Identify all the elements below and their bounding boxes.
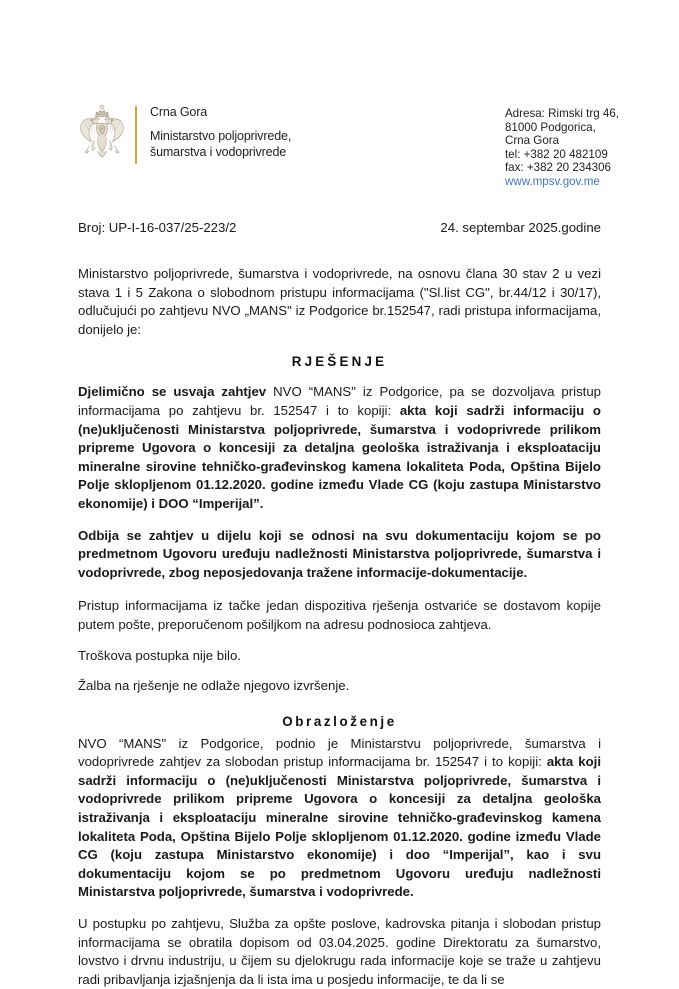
ministry-name (150, 129, 291, 160)
ministry-name-line-2: šumarstva i vodoprivrede (150, 144, 287, 159)
costs-paragraph: Troškova postupka nije bilo. (78, 647, 241, 663)
heading-resolution: RJEŠENJE (291, 354, 388, 370)
ministry-website-link[interactable]: www.mpsv.gov.me (504, 174, 600, 188)
decision-granted-tail: akta koji sadrži informaciju o (ne)uključenosti Ministarstva poljoprivrede, šumarstva i vodoprivrede prilikom pripreme Ugovora o koncesiji za detaljna geološka istraživanja i eksploataciju mineralne sirovine tehničko-građevinskog kamena lokaliteta Poda, Opština Bijelo Polje sklopljenom 01.12.2020. godine između Vlade CG (koju zastupa Ministarstvo ekonomije) i DOO “Imperijal”. (78, 402, 601, 511)
decision-granted-mid: NVO “MANS" iz Podgorice, pa se dozvoljava pristup informacijama po zahtjevu br. 152547 i to kopiji: (78, 384, 602, 418)
decision-granted-paragraph (78, 383, 601, 513)
ministry-branding (78, 104, 291, 166)
document-number: Broj: UP-I-16-037/25-223/2 (78, 220, 237, 235)
montenegro-coat-of-arms-emblem (78, 104, 126, 166)
decision-refused-paragraph: Odbija se zahtjev u dijelu koji se odnosi na svu dokumentaciju kojom se po predmetnom Ugovoru uređuju nadležnosti Ministarstva poljoprivrede, šumarstva i vodoprivrede, zbog neposjedovanja tražene informacije-dokumentacije. (78, 527, 601, 580)
reference-line (78, 220, 601, 236)
letterhead (78, 104, 619, 189)
address-line-fax: fax: +382 20 234306 (504, 161, 612, 175)
explanation-request-bold: akta koji sadrži informaciju o (ne)uključenosti Ministarstva poljoprivrede, šumarstva i vodoprivrede prilikom pripreme Ugovora o koncesiji za detaljna geološka istraživanja i eksploataciju mineralne sirovine tehničko-građevinskog kamena lokaliteta Poda, Opština Bijelo Polje sklopljenom 01.12.2020. godine između Vlade CG (koju zastupa Ministarstvo ekonomije) i doo “Imperijal”, kao i svu dokumentaciju kojom se po predmetnom Ugovoru uređuju nadležnosti Ministarstva poljoprivrede, šumarstva i vodoprivrede. (78, 754, 601, 900)
decision-granted-lead: Djelimično se usvaja zahtjev (78, 384, 267, 400)
ministry-name-line-1: Ministarstvo poljoprivrede, (150, 129, 292, 143)
country-label: Crna Gora (150, 105, 208, 119)
document-body (78, 265, 601, 989)
heading-explanation: Obrazloženje (282, 713, 397, 729)
explanation-request-lead: NVO “MANS" iz Podgorice, podnio je Ministarstvu poljoprivrede, šumarstva i vodoprivrede zahtjev za slobodan pristup informacijama br. 152547 i to kopiji: (78, 735, 601, 770)
brand-text-block (150, 104, 291, 160)
delivery-paragraph: Pristup informacijama iz tačke jedan dispozitiva rješenja ostvariće se dostavom kopije putem pošte, preporučenom pošiljkom na adresu podnosioca zahtjeva. (78, 598, 601, 632)
address-line-tel: tel: +382 20 482109 (504, 147, 608, 161)
brand-divider (135, 106, 137, 164)
address-line-country: Crna Gora (504, 134, 560, 148)
address-block (505, 104, 619, 189)
document-date: 24. septembar 2025.godine (440, 220, 601, 235)
explanation-request-paragraph (78, 735, 601, 902)
address-line-street: Adresa: Rimski trg 46, (504, 107, 619, 120)
address-line-city: 81000 Podgorica, (504, 120, 596, 134)
explanation-procedure-paragraph: U postupku po zahtjevu, Služba za opšte poslove, kadrovska pitanja i slobodan pristup informacijama se obratila dopisom od 03.04.2025. godine Direktoratu za šumarstvo, lovstvo i drvnu industriju, u čijem su djelokrugu rada informacije koje se traže u zahtjevu radi pribavljanja izjašnjenja da li ista ima u posjedu informacije, te da li se (78, 916, 601, 987)
appeal-paragraph: Žalba na rješenje ne odlaže njegovo izvršenje. (78, 678, 350, 694)
intro-paragraph: Ministarstvo poljoprivrede, šumarstva i vodoprivrede, na osnovu člana 30 stav 2 u vezi stava 1 i 5 Zakona o slobodnom pristupu informacijama ("Sl.list CG", br.44/12 i 30/17), odlučujući po zahtjevu NVO „MANS" iz Podgorice br.152547, radi pristupa informacijama, donijelo je: (78, 266, 601, 337)
